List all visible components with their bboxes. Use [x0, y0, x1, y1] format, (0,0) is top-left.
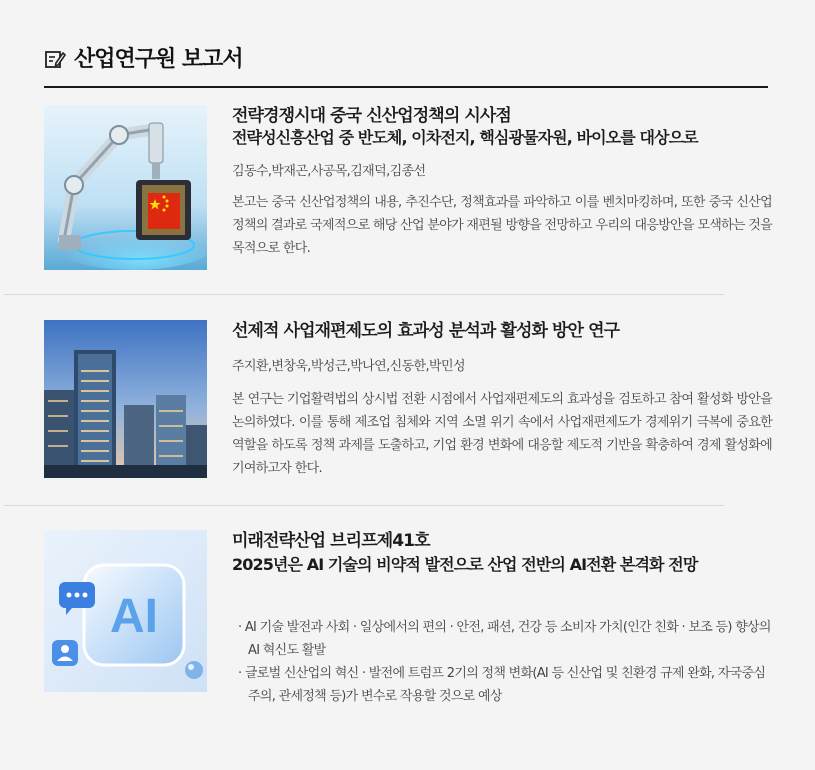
report-thumbnail[interactable]: [44, 530, 207, 692]
list-item: · AI 기술 발전과 사회 · 일상에서의 편의 · 안전, 패션, 건강 등 소비자 가치(인간 친화 · 보조 등) 향상의 AI 혁신도 활발: [238, 620, 771, 658]
report-title[interactable]: 미래전략산업 브리프제41호: [232, 531, 430, 551]
section-title: 산업연구원 보고서: [74, 47, 243, 72]
report-description: 본고는 중국 신산업정책의 내용, 추진수단, 정책효과를 파악하고 이를 벤치마킹하며, 또한 중국 신산업정책의 결과로 국제적으로 해당 산업 분야가 재편될 방향을 전망하고 우리의 대응방안을 모색하는 것을 목적으로 한다.: [232, 195, 772, 256]
report-thumbnail[interactable]: [44, 105, 207, 270]
report-subtitle: 전략성신흥산업 중 반도체, 이차전지, 핵심광물자원, 바이오를 대상으로: [232, 128, 698, 147]
report-title[interactable]: 선제적 사업재편제도의 효과성 분석과 활성화 방안 연구: [232, 321, 620, 341]
report-bullets: [232, 616, 772, 708]
report-authors: 주지환,변창욱,박성근,박나연,신동한,박민성: [232, 359, 465, 374]
robot-arm-chip-china-flag-image: [44, 105, 207, 270]
city-skyline-image: [44, 320, 207, 478]
report-authors: 김동수,박재곤,사공목,김재덕,김종선: [232, 164, 426, 179]
divider: [4, 294, 724, 295]
section-header: [44, 40, 768, 88]
edit-document-icon: [44, 48, 66, 70]
ai-cube-text: AI: [110, 590, 158, 643]
ai-cube-image: [44, 530, 207, 692]
divider: [4, 505, 724, 506]
report-subtitle: 2025년은 AI 기술의 비약적 발전으로 산업 전반의 AI전환 본격화 전망: [232, 555, 698, 574]
report-description: 본 연구는 기업활력법의 상시법 전환 시점에서 사업재편제도의 효과성을 검토하고 참여 활성화 방안을 논의하였다. 이를 통해 제조업 침체와 지역 소멸 위기 속에서 사업재편제도가 경제위기 극복에 중요한 역할을 하도록 정책 과제를 도출하고, 기업 환경 변화에 대응할 제도적 기반을 확충하여 경제 활성화에 기여하고자 한다.: [232, 392, 772, 476]
report-title[interactable]: 전략경쟁시대 중국 신산업정책의 시사점: [232, 106, 511, 126]
list-item: · 글로벌 신산업의 혁신 · 발전에 트럼프 2기의 정책 변화(AI 등 신산업 및 친환경 규제 완화, 자국중심주의, 관세정책 등)가 변수로 작용할 것으로 예상: [238, 666, 766, 704]
report-thumbnail[interactable]: [44, 320, 207, 478]
